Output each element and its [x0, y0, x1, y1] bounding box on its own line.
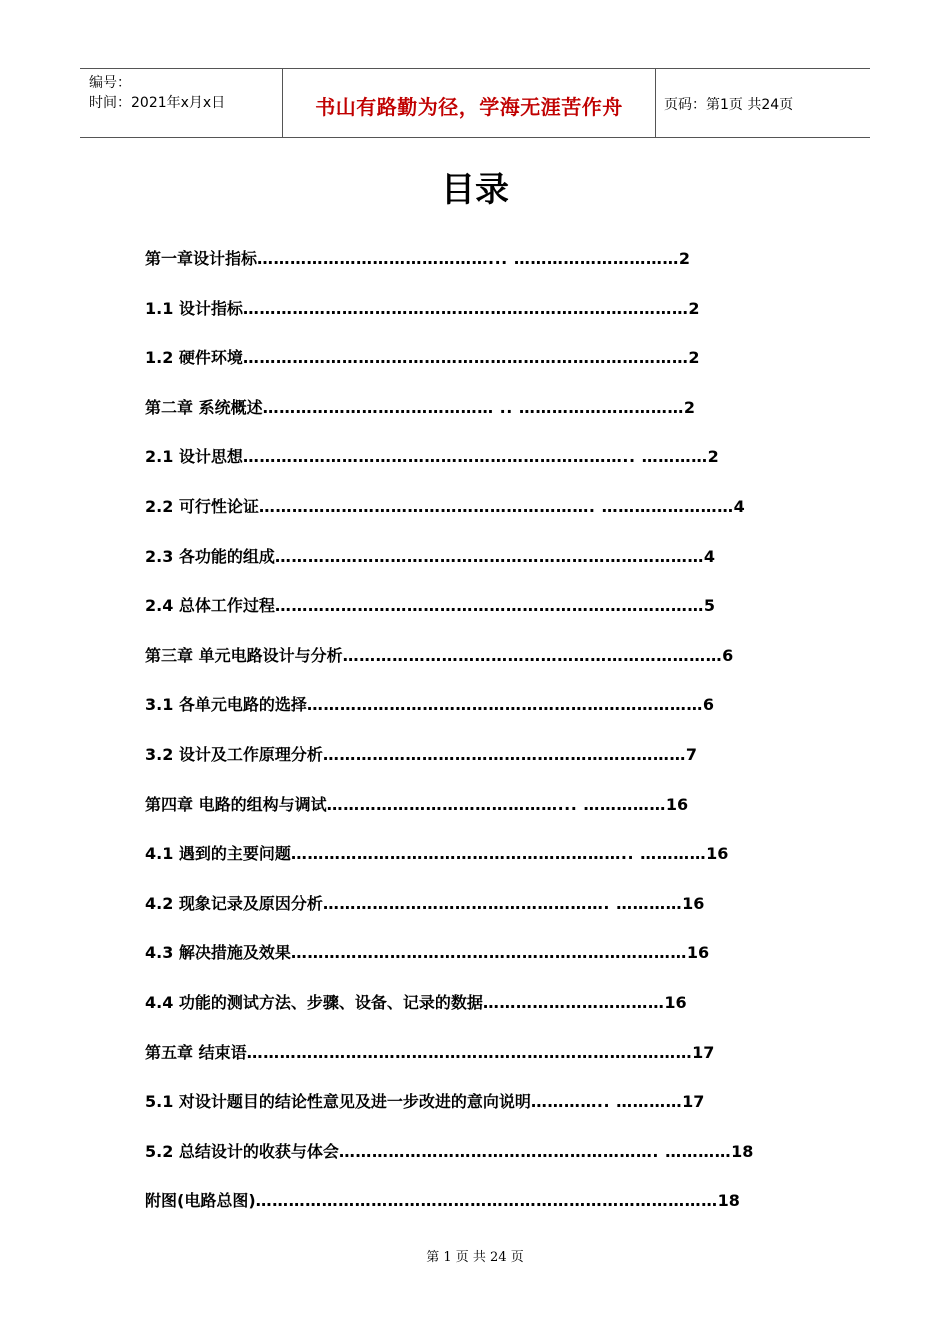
toc-entry-label: 4.4 功能的测试方法、步骤、设备、记录的数据 [145, 992, 483, 1012]
toc-entry-leader: ……………………………………………………………… [306, 695, 703, 715]
toc-entry-label: 4.2 现象记录及原因分析 [145, 893, 323, 913]
toc-entry-label: 第一章设计指标 [145, 249, 258, 268]
toc-entry[interactable] [145, 593, 825, 643]
toc-entry-label: 4.1 遇到的主要问题 [145, 844, 291, 864]
toc-entry[interactable] [145, 692, 825, 742]
toc-entry-leader: …………………………………………………………………… [274, 546, 704, 566]
toc-entry-leader: ………………………………………………………………………… [255, 1191, 718, 1211]
toc-entry-page: 2 [688, 298, 700, 318]
toc-entry[interactable] [145, 1089, 825, 1139]
toc-entry-label: 第五章 结束语 [145, 1042, 247, 1062]
toc-entry[interactable] [145, 990, 825, 1040]
toc-entry-page: 5 [703, 596, 716, 616]
toc-entry[interactable] [145, 891, 825, 941]
toc-entry[interactable] [145, 841, 825, 891]
toc-entry-leader: ……………………………………………………. …………………… [258, 496, 734, 516]
toc-entry-leader: …………………………………………………. ………… [338, 1141, 732, 1161]
toc-entry-label: 2.4 总体工作过程 [145, 596, 275, 616]
toc-entry[interactable] [145, 494, 825, 544]
toc-entry-page: 2 [707, 447, 719, 467]
toc-entry-label: 5.1 对设计题目的结论性意见及进一步改进的意向说明 [145, 1092, 531, 1112]
toc-entry-leader: …………………………………………………….. ………… [290, 844, 707, 864]
toc-entry-label: 第二章 系统概述 [145, 397, 263, 417]
toc-entry-leader: ……………………………………………………………………… [242, 348, 689, 368]
toc-entry-leader: …………………………………………………………….. ………… [242, 447, 708, 467]
toc-entry-leader: ……………………………………………. ………… [322, 893, 683, 913]
page-footer: 第 1 页 共 24 页 [426, 1250, 524, 1265]
page-header [80, 68, 870, 138]
toc-entry-label: 3.1 各单元电路的选择 [145, 695, 307, 715]
toc-entry-label: 第四章 电路的组构与调试 [145, 794, 327, 814]
toc-entry-page: 18 [731, 1141, 754, 1161]
header-motto: 书山有路勤为径，学海无涯苦作舟 [315, 95, 623, 119]
toc-entry-label: 2.1 设计思想 [145, 447, 243, 467]
toc-entry-page: 17 [692, 1042, 715, 1062]
toc-entry-page: 16 [706, 844, 729, 864]
toc-entry-page: 2 [678, 249, 690, 268]
toc-entry[interactable] [145, 296, 825, 346]
toc-entry[interactable] [145, 1188, 825, 1238]
toc-entry-label: 附图(电路总图) [145, 1191, 256, 1211]
toc-entry-label: 2.3 各功能的组成 [145, 546, 275, 566]
toc-entry[interactable] [145, 544, 825, 594]
toc-entry-page: 16 [686, 943, 710, 963]
header-page-info: 页码：第1页 共24页 [664, 97, 794, 113]
toc-entry-label: 第三章 单元电路设计与分析 [145, 645, 343, 665]
toc-entry-leader: ………………………………………………………… [322, 744, 686, 764]
toc-entry-leader: …………………………… [482, 992, 665, 1012]
toc-entry-page: 17 [682, 1092, 705, 1112]
toc-entry[interactable] [145, 742, 825, 792]
toc-entry-page: 4 [733, 496, 745, 516]
toc-entry-page: 16 [682, 893, 705, 913]
page-title: 目录 [441, 170, 509, 210]
toc-entry[interactable] [145, 1139, 825, 1189]
toc-entry-leader: ……………………………………………………………… [290, 943, 687, 963]
toc-entry[interactable] [145, 395, 825, 445]
toc-entry-page: 16 [664, 992, 687, 1012]
toc-entry-page: 4 [703, 546, 716, 566]
toc-entry-leader: …………………………………………………………………… [274, 596, 704, 616]
toc-entry-label: 1.1 设计指标 [145, 298, 243, 318]
toc-entry-label: 4.3 解决措施及效果 [145, 943, 291, 963]
toc-entry-label: 5.2 总结设计的收获与体会 [145, 1141, 339, 1161]
toc-entry[interactable] [145, 444, 825, 494]
toc-entry-page: 16 [665, 794, 689, 814]
header-motto-cell [282, 69, 656, 137]
toc-entry-leader: …………………………………………………………… [342, 645, 723, 665]
header-page-cell [654, 69, 870, 137]
toc-entry[interactable] [145, 1040, 825, 1090]
toc-entry-page: 2 [688, 348, 700, 368]
toc-entry-label: 1.2 硬件环境 [145, 348, 243, 368]
table-of-contents [145, 246, 825, 1238]
toc-entry-page: 2 [683, 397, 696, 417]
document-number-label: 编号： [89, 75, 131, 91]
toc-entry-leader: ……………………………………………………………………… [242, 298, 689, 318]
toc-entry-label: 3.2 设计及工作原理分析 [145, 744, 323, 764]
toc-entry-leader: ………….. ………… [530, 1092, 683, 1112]
document-time-label: 时间：2021年x月x日 [89, 95, 226, 111]
toc-entry-page: 7 [685, 744, 698, 764]
toc-entry-leader: ……………………………………... ………………………… [257, 249, 679, 268]
toc-entry[interactable] [145, 792, 825, 842]
header-meta-cell [80, 69, 282, 137]
toc-entry-leader: …………………………………… .. ………………………… [262, 397, 684, 417]
toc-entry-page: 6 [722, 645, 734, 665]
toc-entry-leader: ……………………………………………………………………… [246, 1042, 693, 1062]
toc-entry[interactable] [145, 345, 825, 395]
toc-entry[interactable] [145, 940, 825, 990]
toc-entry-label: 2.2 可行性论证 [145, 496, 259, 516]
toc-entry[interactable] [145, 246, 825, 296]
toc-entry[interactable] [145, 643, 825, 693]
toc-entry-page: 6 [702, 695, 715, 715]
toc-entry-page: 18 [717, 1191, 740, 1211]
toc-entry-leader: ……………………………………... …………… [326, 794, 666, 814]
